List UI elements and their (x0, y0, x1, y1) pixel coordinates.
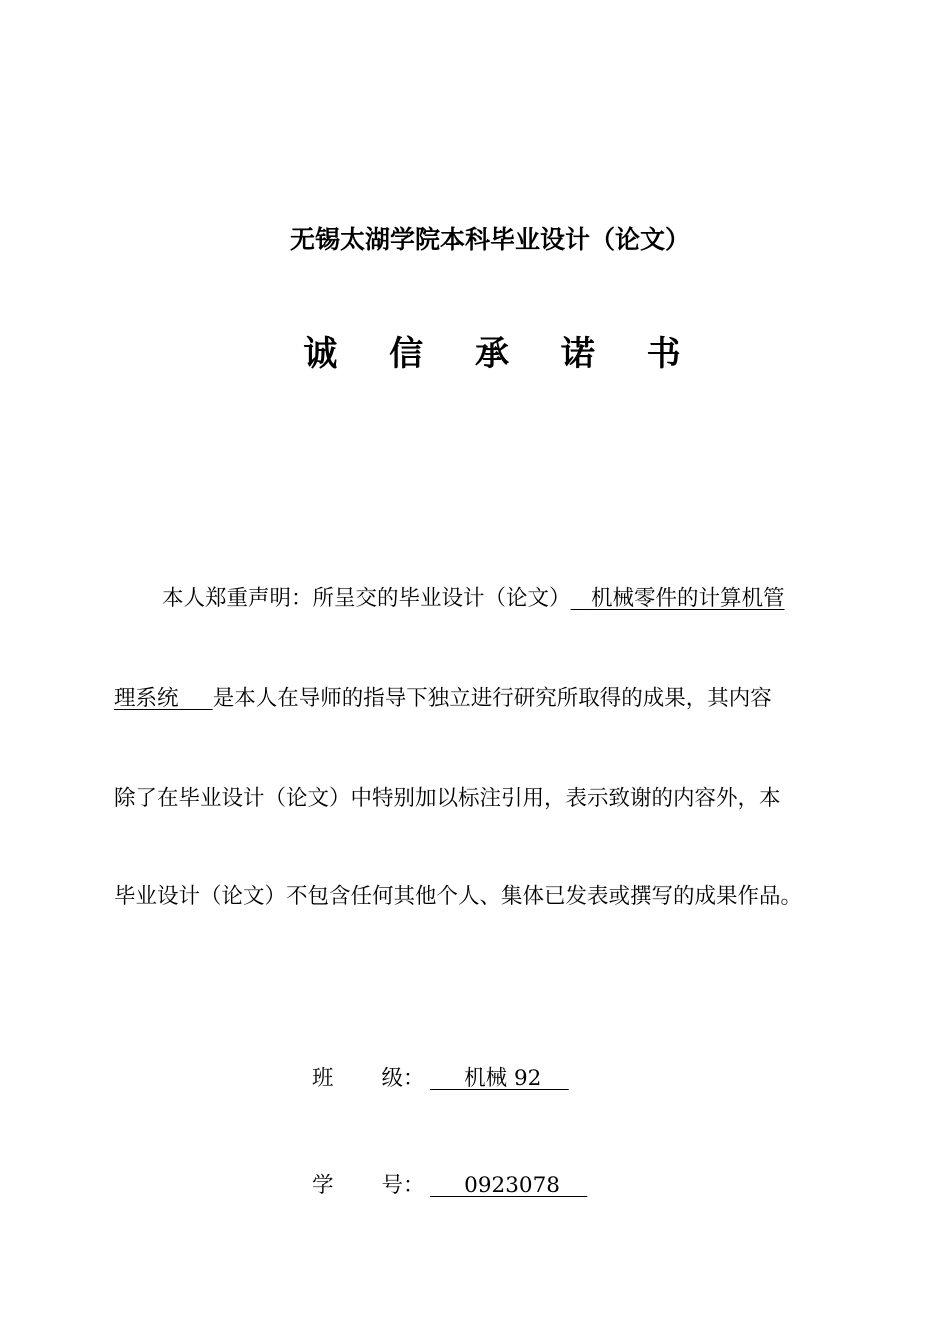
topic-trailing-pad (179, 686, 213, 711)
declaration-line-4: 毕业设计（论文）不包含任何其他个人、集体已发表或撰写的成果作品。 (114, 884, 803, 909)
thesis-topic-part-1: 机械零件的计算机管 (591, 586, 785, 611)
student-id-field (312, 1170, 587, 1202)
declaration-line-2 (114, 683, 864, 715)
document-title: 无锡太湖学院本科毕业设计（论文） (289, 225, 690, 254)
class-value: 机械 92 (430, 1066, 569, 1091)
class-field (312, 1063, 569, 1095)
topic-fill-pad (571, 586, 592, 611)
integrity-pledge-heading: 诚 信 承 诺 书 (303, 334, 701, 374)
declaration-line-1 (114, 583, 912, 615)
declaration-line-3: 除了在毕业设计（论文）中特别加以标注引用，表示致谢的内容外，本 (114, 786, 781, 811)
thesis-topic-part-2: 理系统 (114, 686, 179, 711)
class-label: 班 级： (312, 1066, 425, 1091)
declaration-suffix: 是本人在导师的指导下独立进行研究所取得的成果，其内容 (212, 686, 772, 711)
student-id-label: 学 号： (312, 1173, 425, 1198)
declaration-prefix: 本人郑重声明：所呈交的毕业设计（论文） (162, 586, 571, 611)
student-id-value: 0923078 (430, 1173, 588, 1198)
